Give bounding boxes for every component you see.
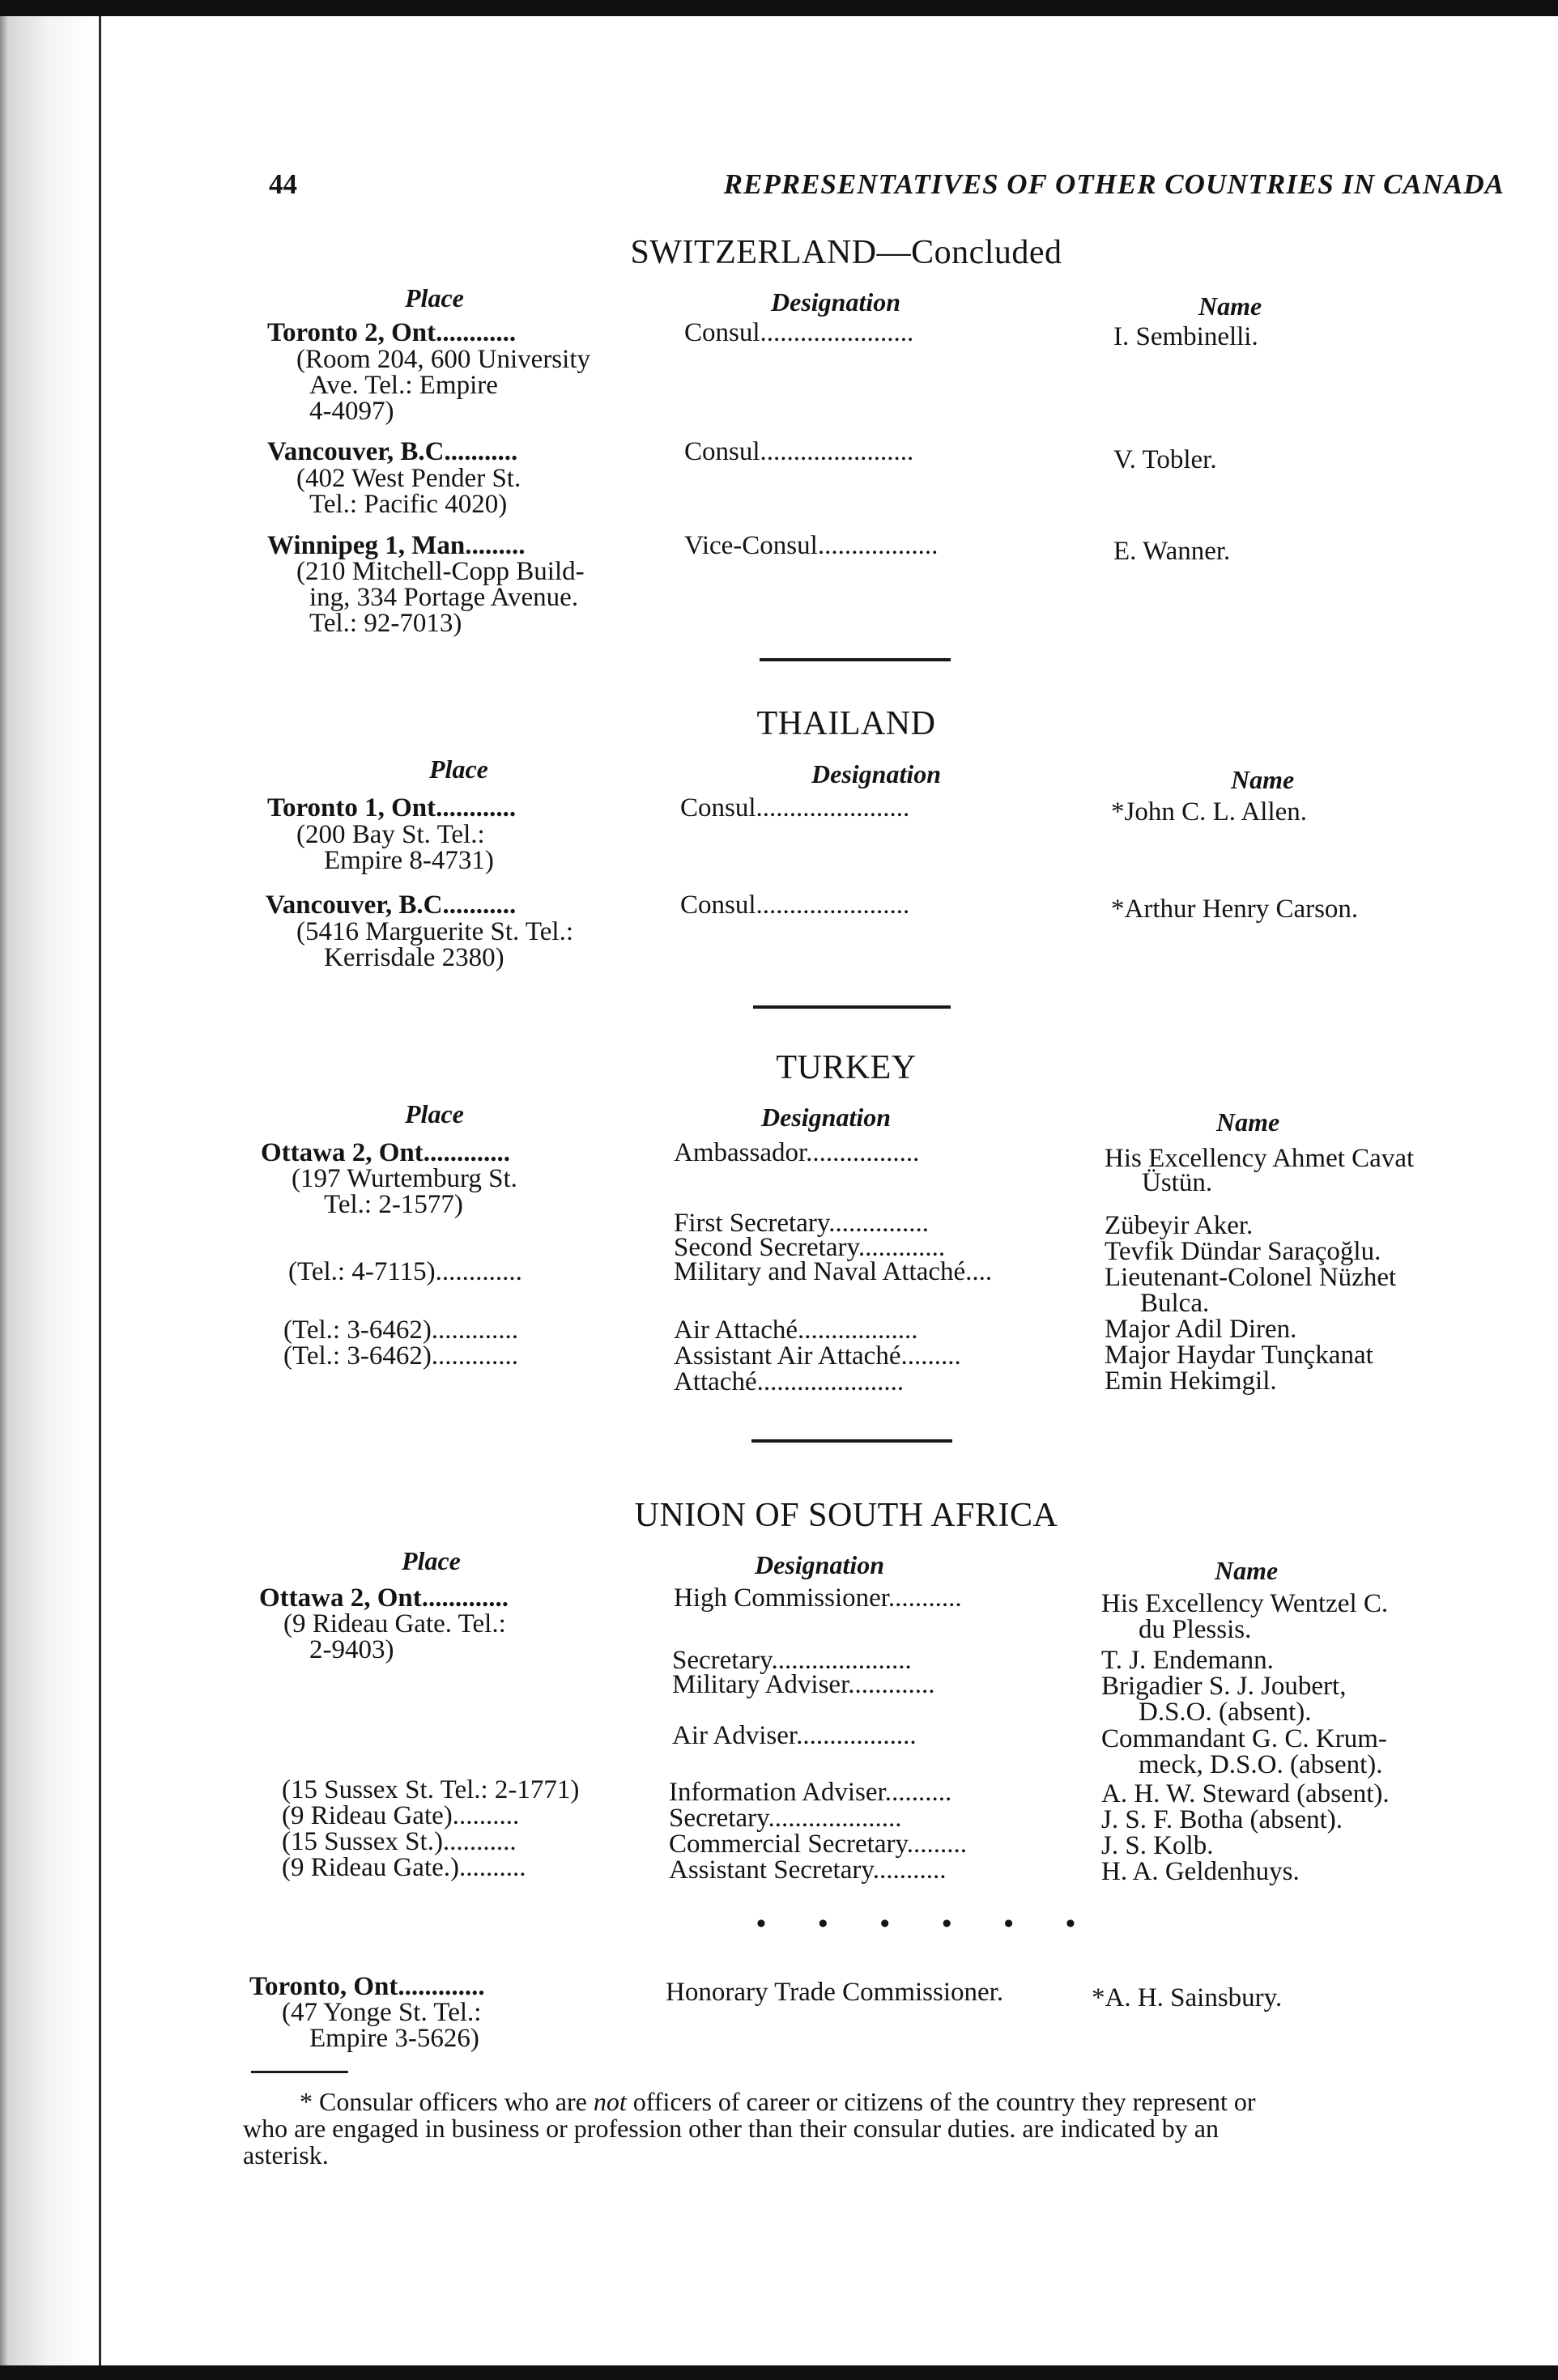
section-divider	[753, 1005, 951, 1009]
address-line: (Room 204, 600 University	[296, 345, 590, 374]
designation: Consul.......................	[680, 890, 910, 920]
place-toronto: Toronto 2, Ont............	[267, 318, 517, 347]
officer-name: Emin Hekimgil.	[1105, 1366, 1277, 1396]
officer-name: V. Tobler.	[1113, 445, 1217, 474]
address-line: 2-9403)	[309, 1635, 394, 1664]
column-header-place: Place	[405, 283, 464, 312]
officer-name: Commandant G. C. Krum-	[1101, 1724, 1387, 1753]
column-header-name: Name	[1216, 1107, 1280, 1137]
column-header-designation: Designation	[811, 759, 942, 788]
footnote-line: * Consular officers who are not officers of career or citizens of the country they represent or	[300, 2087, 1256, 2116]
address-line: (9 Rideau Gate)..........	[282, 1801, 520, 1830]
column-header-name: Name	[1215, 1556, 1279, 1585]
scan-binding-shadow	[0, 16, 93, 2365]
footnote-rule	[251, 2071, 348, 2073]
designation: First Secretary...............	[674, 1209, 929, 1238]
address-line: Empire 8-4731)	[324, 846, 494, 875]
section-separator-dots: • • • • • •	[756, 1909, 1098, 1939]
address-line: (197 Wurtemburg St.	[292, 1164, 517, 1193]
designation: Assistant Secretary...........	[669, 1855, 947, 1885]
designation: Commercial Secretary.........	[669, 1830, 968, 1859]
designation: Secretary.....................	[672, 1646, 912, 1675]
officer-name: His Excellency Ahmet Cavat	[1105, 1144, 1415, 1173]
designation: Consul.......................	[684, 437, 914, 466]
place-winnipeg: Winnipeg 1, Man.........	[267, 531, 526, 560]
place-toronto: Toronto, Ont.............	[249, 1972, 485, 2001]
designation: Attaché......................	[674, 1367, 905, 1396]
column-header-place: Place	[402, 1546, 461, 1575]
scan-binding-line	[99, 16, 101, 2365]
column-header-designation: Designation	[761, 1103, 892, 1132]
column-header-designation: Designation	[771, 287, 901, 317]
address-line: 4-4097)	[309, 397, 394, 426]
footnote-line: asterisk.	[243, 2140, 329, 2170]
place-toronto: Toronto 1, Ont............	[267, 793, 517, 822]
officer-name: His Excellency Wentzel C.	[1101, 1589, 1389, 1618]
officer-name: E. Wanner.	[1113, 537, 1231, 566]
section-divider	[751, 1439, 952, 1443]
designation: High Commissioner...........	[674, 1583, 962, 1613]
telephone-line: (Tel.: 3-6462).............	[283, 1341, 519, 1371]
designation: Consul.......................	[680, 793, 910, 822]
officer-name: Brigadier S. J. Joubert,	[1101, 1672, 1347, 1701]
column-header-designation: Designation	[755, 1550, 885, 1579]
address-line: (9 Rideau Gate. Tel.:	[283, 1609, 506, 1638]
running-title: REPRESENTATIVES OF OTHER COUNTRIES IN CANADA	[723, 168, 1505, 200]
column-header-place: Place	[429, 754, 488, 784]
address-line: Empire 3-5626)	[309, 2024, 479, 2053]
section-title-turkey: TURKEY	[776, 1049, 917, 1086]
place-vancouver: Vancouver, B.C...........	[267, 437, 518, 466]
designation: Military and Naval Attaché....	[674, 1257, 993, 1286]
designation: Military Adviser.............	[672, 1670, 935, 1699]
address-line: (200 Bay St. Tel.:	[296, 820, 485, 849]
address-line: Kerrisdale 2380)	[324, 943, 504, 972]
designation: Vice-Consul..................	[684, 531, 939, 560]
designation: Air Attaché..................	[674, 1315, 918, 1345]
designation: Information Adviser..........	[669, 1778, 952, 1807]
section-divider	[760, 658, 951, 661]
scan-bottom-border	[0, 2365, 1558, 2380]
officer-name: Major Haydar Tunçkanat	[1105, 1341, 1373, 1370]
officer-name: Bulca.	[1140, 1289, 1210, 1318]
designation: Second Secretary.............	[674, 1233, 946, 1262]
officer-name: J. S. F. Botha (absent).	[1101, 1805, 1343, 1834]
column-header-place: Place	[405, 1099, 464, 1128]
officer-name: Üstün.	[1142, 1168, 1213, 1197]
place-ottawa: Ottawa 2, Ont.............	[261, 1138, 510, 1167]
telephone-line: (Tel.: 3-6462).............	[283, 1315, 519, 1345]
designation: Air Adviser..................	[672, 1721, 917, 1750]
address-line: Tel.: 2-1577)	[324, 1190, 463, 1219]
address-line: Tel.: 92-7013)	[309, 609, 462, 638]
officer-name: Major Adil Diren.	[1105, 1315, 1297, 1344]
officer-name: D.S.O. (absent).	[1139, 1698, 1312, 1727]
officer-name: I. Sembinelli.	[1113, 322, 1258, 351]
column-header-name: Name	[1231, 765, 1295, 794]
address-line: (47 Yonge St. Tel.:	[282, 1998, 482, 2027]
place-vancouver: Vancouver, B.C...........	[266, 890, 517, 920]
officer-name: H. A. Geldenhuys.	[1101, 1857, 1300, 1886]
officer-name: Lieutenant-Colonel Nüzhet	[1105, 1263, 1397, 1292]
address-line: (402 West Pender St.	[296, 464, 521, 493]
address-line: Tel.: Pacific 4020)	[309, 490, 508, 519]
officer-name: Tevfik Dündar Saraçoğlu.	[1105, 1237, 1381, 1266]
designation: Secretary....................	[669, 1804, 902, 1833]
telephone-line: (Tel.: 4-7115).............	[288, 1257, 522, 1286]
designation: Ambassador.................	[674, 1138, 920, 1167]
document-page	[243, 154, 1505, 2226]
officer-name: T. J. Endemann.	[1101, 1646, 1274, 1675]
address-line: (9 Rideau Gate.)..........	[282, 1853, 526, 1882]
designation: Consul.......................	[684, 318, 914, 347]
section-title-south-africa: UNION OF SOUTH AFRICA	[634, 1497, 1058, 1534]
designation: Assistant Air Attaché.........	[674, 1341, 961, 1371]
officer-name: meck, D.S.O. (absent).	[1139, 1750, 1383, 1779]
section-title-thailand: THAILAND	[756, 705, 936, 742]
address-line: ing, 334 Portage Avenue.	[309, 583, 579, 612]
officer-name: *John C. L. Allen.	[1111, 797, 1308, 827]
officer-name: J. S. Kolb.	[1101, 1831, 1214, 1860]
place-ottawa: Ottawa 2, Ont.............	[259, 1583, 509, 1613]
scan-top-border	[0, 0, 1558, 16]
officer-name: du Plessis.	[1139, 1615, 1252, 1644]
officer-name: *A. H. Sainsbury.	[1092, 1983, 1283, 2012]
address-line: Ave. Tel.: Empire	[309, 371, 498, 400]
address-line: (15 Sussex St.)...........	[282, 1827, 517, 1856]
section-title-switzerland: SWITZERLAND—Concluded	[630, 234, 1062, 271]
address-line: (210 Mitchell-Copp Build-	[296, 557, 585, 586]
page-number: 44	[269, 168, 297, 200]
footnote-line: who are engaged in business or profession other than their consular duties. are indicated by an	[243, 2114, 1219, 2143]
address-line: (15 Sussex St. Tel.: 2-1771)	[282, 1775, 580, 1804]
designation: Honorary Trade Commissioner.	[666, 1978, 1004, 2007]
officer-name: Zübeyir Aker.	[1105, 1211, 1254, 1240]
column-header-name: Name	[1198, 291, 1262, 321]
officer-name: *Arthur Henry Carson.	[1111, 895, 1359, 924]
officer-name: A. H. W. Steward (absent).	[1101, 1779, 1390, 1808]
address-line: (5416 Marguerite St. Tel.:	[296, 917, 574, 946]
